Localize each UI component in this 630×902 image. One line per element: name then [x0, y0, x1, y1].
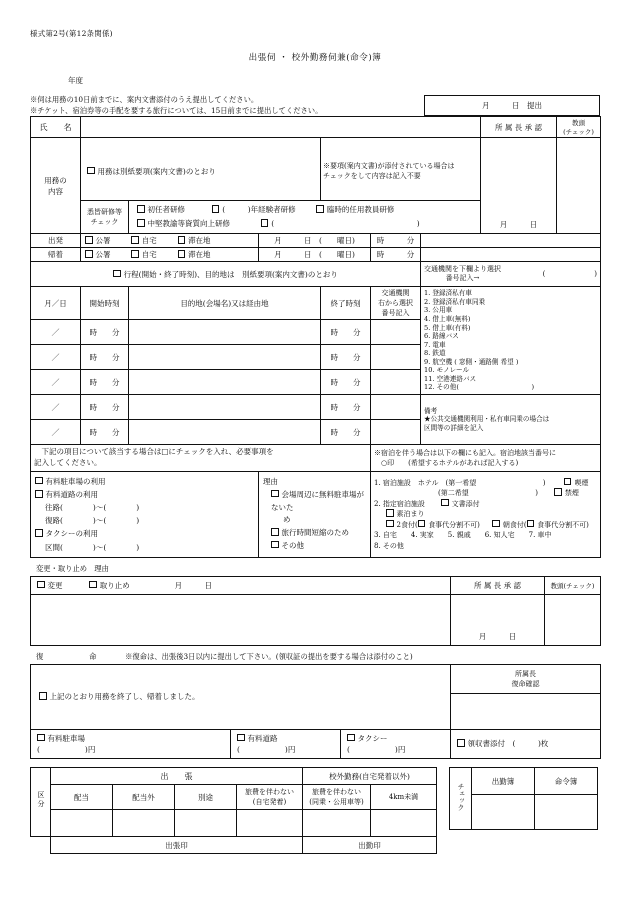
checkbox-training-years[interactable]: [212, 205, 220, 213]
reason-no-free-parking[interactable]: [263, 489, 366, 515]
check-table-value-row: [450, 795, 598, 830]
report-fee-taxi[interactable]: [341, 729, 451, 759]
checkitems-body-row: [31, 471, 601, 557]
checkbox-nonsmoking[interactable]: [554, 488, 562, 496]
route-return[interactable]: 復路( )〜( ): [45, 516, 140, 526]
duty-checkbox-cell[interactable]: [81, 138, 321, 201]
summary-col-5-l1: 旅費を伴わない: [312, 788, 361, 797]
training-options-line2: [137, 217, 478, 231]
summary-col-6: 4km未満: [371, 785, 437, 810]
transport-select-line2: 番号記入→: [445, 274, 480, 283]
fee-road-label: 有料道路: [247, 733, 278, 743]
itinerary-date-3[interactable]: ／: [31, 370, 81, 395]
checkbox-arrival-office[interactable]: [85, 250, 93, 258]
fee-parking-label: 有料駐車場: [47, 733, 85, 743]
arrival-time[interactable]: 時 分: [371, 248, 421, 262]
summary-col-1: 配当: [51, 785, 113, 810]
col-header-transport-l2: 右から選択: [378, 299, 413, 308]
checkitem-taxi[interactable]: [35, 527, 254, 540]
col-header-date: 月／日: [31, 287, 81, 320]
checkbox-report-complete[interactable]: [39, 692, 47, 700]
col-header-transport-l1: 交通機関: [381, 289, 410, 298]
report-caption-note: ※復命は、出張後3日以内に提出して下さい。(領収証の提出を要する場合は添付のこと): [125, 651, 413, 661]
submission-note-1: ※伺は用務の10日前までに、案内文書添付のうえ提出してください。: [30, 95, 259, 104]
lodging-smoking-label: 喫煙: [574, 478, 589, 487]
itinerary-transport-1[interactable]: [371, 320, 421, 345]
remarks-cell: [421, 395, 601, 445]
kyoutou-label: 教頭: [572, 119, 586, 128]
remarks-line-1: ★公共交通機関利用・私有車同乗の場合は: [424, 415, 550, 424]
lodging-note-1: ※宿泊を伴う場合は以下の欄にも記入。宿泊地該当番号に: [374, 448, 556, 457]
checkitems-intro-1: 下記の項目について該当する場合は□にチェックを入れ、必要事項を: [34, 447, 274, 457]
checkbox-paid-parking[interactable]: [35, 477, 43, 485]
remarks-line-2: 区間等の詳細を記入: [424, 423, 484, 432]
itinerary-transport-2[interactable]: [371, 345, 421, 370]
name-row: [31, 117, 601, 138]
arrival-row: [31, 248, 601, 262]
submit-date-box: 月 日 提出: [424, 95, 600, 116]
itinerary-start-4[interactable]: 時 分: [81, 395, 129, 420]
change-body-row: [31, 594, 601, 645]
remarks-title: 備考: [424, 406, 438, 415]
itinerary-start-1[interactable]: 時 分: [81, 320, 129, 345]
page-title: 出張伺 ・ 校外勤務伺兼(命令)簿: [248, 53, 382, 63]
itinerary-date-2[interactable]: ／: [31, 345, 81, 370]
route-outbound[interactable]: 往路( )〜( ): [45, 503, 140, 513]
itinerary-note-text: 行程(開始・終了時刻)、目的地は 別紙要項(案内文書)のとおり: [123, 269, 338, 279]
checkbox-departure-home[interactable]: [131, 236, 139, 244]
summary-col-4-l2: (自宅発着): [252, 798, 287, 807]
summary-col-5-l2: (同乗・公用車等): [309, 798, 364, 807]
checkbox-document-attached[interactable]: [441, 499, 449, 507]
training-item-4: ( ): [271, 219, 420, 229]
departure-label: 出発: [31, 234, 81, 248]
stamp-trip: 出張印: [51, 837, 303, 854]
report-caption: [36, 652, 600, 662]
transport-select-value[interactable]: ( ): [542, 270, 598, 279]
submission-note-2: ※チケット、宿泊券等の手配を要する旅行については、15日前までに提出してください。: [30, 105, 323, 115]
checkbox-smoking[interactable]: [564, 478, 572, 486]
checkitems-intro: [31, 445, 371, 472]
checkitems-reasons[interactable]: [259, 471, 371, 557]
change-header-row: [31, 576, 601, 594]
fee-taxi-label: タクシー: [357, 733, 388, 743]
reason-shorter-time[interactable]: [263, 527, 366, 540]
arrival-option-1: 自宅: [141, 250, 157, 260]
lodging-line-1[interactable]: [374, 478, 597, 489]
departure-time[interactable]: 時 分: [371, 234, 421, 248]
reason-text-3: その他: [281, 540, 304, 550]
lodging-line-7[interactable]: 8. その他: [374, 541, 404, 550]
change-kyoutou-label: 教頭(チェック): [545, 576, 601, 594]
training-label-l1: 悉皆研修等: [87, 208, 122, 217]
summary-value-2[interactable]: [113, 810, 175, 837]
itinerary-note-cell[interactable]: [31, 262, 421, 287]
change-chief-label: 所 属 長 承 認: [451, 576, 545, 594]
checkitems-left[interactable]: [31, 471, 259, 557]
training-item-2: 臨時的任用教員研修: [326, 205, 395, 215]
arrival-option-2: 滞在地: [188, 250, 211, 260]
transport-option-0: 1. 登録済私有車: [424, 289, 472, 298]
itinerary-dest-4[interactable]: [129, 395, 321, 420]
col-header-start: 開始時刻: [81, 287, 129, 320]
lodging-designated: 2. 指定宿泊施設: [374, 499, 439, 508]
report-chief-label-2: 復命確認: [511, 679, 540, 688]
transport-options-list: [421, 287, 601, 395]
summary-col-3: 別途: [175, 785, 237, 810]
name-value[interactable]: [81, 117, 481, 138]
lodging-breakfast-label: 朝食付(: [502, 520, 527, 529]
summary-value-4[interactable]: [237, 810, 303, 837]
lodging-line-5[interactable]: [374, 520, 597, 531]
checkbox-duty-attached[interactable]: [87, 167, 95, 175]
report-statement-row: [31, 664, 601, 693]
itinerary-date-5[interactable]: ／: [31, 420, 81, 445]
change-options[interactable]: [31, 576, 451, 594]
summary-values-row: [31, 810, 437, 837]
itinerary-transport-4[interactable]: [371, 395, 421, 420]
change-chief-date: 月 日: [478, 631, 517, 641]
summary-value-1[interactable]: [51, 810, 113, 837]
transport-option-2: 3. 公用車: [424, 306, 453, 315]
lodging-document-label: 文書添付: [451, 499, 480, 508]
checkitems-intro-2: 記入してください。: [34, 458, 102, 468]
report-chief-confirm-box[interactable]: [451, 693, 601, 729]
lodging-breakfast-nosplit-label: 食事代分割不可): [537, 520, 589, 529]
lodging-note-2: ○印 (希望するホテルがあれば記入する): [374, 459, 519, 468]
lodging-hotel-second: (第二希望: [438, 489, 469, 498]
training-item-1: ( )年経験者研修: [222, 205, 296, 215]
submission-notes: [30, 95, 322, 116]
departure-spare: [421, 234, 601, 248]
receipt-label: 領収書添付 ( )枚: [467, 739, 549, 749]
transport-select-cell[interactable]: [421, 262, 601, 287]
transport-option-8: 9. 航空機 ( 窓側・通路側 希望 ): [424, 357, 519, 366]
itinerary-dest-3[interactable]: [129, 370, 321, 395]
summary-stamps-row: [31, 837, 437, 854]
report-fee-parking[interactable]: [31, 729, 231, 759]
reason-label: 理由: [263, 477, 278, 487]
checkitem-label-taxi: タクシーの利用: [45, 529, 98, 539]
training-label: [81, 201, 129, 234]
checkitem-label-1: 有料道路の利用: [45, 490, 98, 500]
checkbox-fee-parking[interactable]: [37, 734, 45, 742]
fee-parking-amount[interactable]: ( )円: [37, 744, 96, 754]
kyoutou-sublabel: (チェック): [563, 128, 594, 137]
report-chief-label: [451, 664, 601, 693]
checkbox-breakfast[interactable]: [492, 520, 500, 528]
change-option-1: 変更: [47, 580, 63, 590]
lodging-line-6[interactable]: 3. 自宅 4. 実家 5. 親戚 6. 知人宅 7. 車中: [374, 531, 552, 540]
summary-group-row: [31, 768, 437, 785]
itinerary-end-4[interactable]: 時 分: [321, 395, 371, 420]
change-chief-approval[interactable]: [451, 594, 545, 645]
itinerary-note-row: [31, 262, 601, 287]
lodging-hotel-second-close: ): [535, 489, 538, 498]
checkbox-reason-shorter-time[interactable]: [271, 528, 279, 536]
duty-side-note-2: チェックをして内容は記入不要: [323, 172, 421, 181]
transport-select-line1: 交通機関を下欄より選択: [424, 264, 501, 273]
lodging-line-4[interactable]: [374, 509, 597, 520]
change-caption: 変更・取り止め 理由: [36, 563, 109, 573]
chief-approval-label: 所 属 長 承 認: [481, 117, 557, 138]
itinerary-end-2[interactable]: 時 分: [321, 345, 371, 370]
taxi-section[interactable]: 区間( )〜( ): [45, 542, 140, 552]
reason-text-0: 会場周辺に無料駐車場がないた: [271, 489, 364, 512]
lodging-note: [371, 445, 601, 472]
lodging-two-meals-nosplit-label: 食事代分割不可): [428, 520, 480, 529]
itinerary-end-5[interactable]: 時 分: [321, 420, 371, 445]
duty-label: [31, 138, 81, 234]
duty-side-note: [321, 138, 481, 201]
lodging-line-3[interactable]: [374, 499, 597, 510]
checkbox-training-shoninsha[interactable]: [137, 205, 145, 213]
checkitems-intro-row: [31, 445, 601, 472]
report-caption-label: 復 命: [36, 651, 103, 661]
lodging-room-only-label: 素泊まり: [396, 510, 425, 519]
summary-kubun-label: [31, 768, 51, 837]
lodging-line-2[interactable]: [374, 488, 597, 499]
checkbox-breakfast-nosplit[interactable]: [527, 520, 535, 528]
change-reason-field[interactable]: [31, 594, 451, 645]
change-option-2: 取り止め: [99, 580, 130, 590]
arrival-place-options[interactable]: [81, 248, 259, 262]
summary-value-3[interactable]: [175, 810, 237, 837]
checkitem-label-0: 有料駐車場の利用: [45, 476, 106, 486]
checkbox-cancel[interactable]: [89, 581, 97, 589]
col-header-destination: 目的地(会場名)又は経由地: [129, 287, 321, 320]
summary-col-4-l1: 旅費を伴わない: [245, 788, 294, 797]
arrival-spare: [421, 248, 601, 262]
checkbox-arrival-home[interactable]: [131, 250, 139, 258]
check-table-label: [450, 768, 472, 830]
checkbox-two-meals-nosplit[interactable]: [418, 520, 426, 528]
check-table-header-row: [450, 768, 598, 795]
check-table: [449, 767, 598, 830]
duty-checkbox-text: 用務は別紙要項(案内文書)のとおり: [97, 166, 216, 176]
report-table: [30, 664, 601, 760]
itinerary-dest-2[interactable]: [129, 345, 321, 370]
arrival-option-0: 公署: [95, 250, 111, 260]
transport-option-1: 2. 登録済私有車同乗: [424, 297, 486, 306]
transport-option-3: 4. 借上車(無料): [424, 314, 471, 323]
itinerary-dest-1[interactable]: [129, 320, 321, 345]
training-options[interactable]: [129, 201, 481, 234]
itinerary-transport-3[interactable]: [371, 370, 421, 395]
lodging-hotel-first: 1. 宿泊施設 ホテル (第一希望: [374, 478, 477, 487]
main-form-table: [30, 116, 601, 558]
checkbox-arrival-stay[interactable]: [178, 250, 186, 258]
transport-option-10: 11. 空港連絡バス: [424, 374, 477, 383]
lodging-two-meals-label: 2食付(: [396, 520, 418, 529]
training-label-l2: チェック: [90, 218, 119, 227]
checkbox-training-other[interactable]: [261, 219, 269, 227]
duty-label-l2: 内容: [48, 186, 63, 196]
transport-option-11: 12. その他( ): [424, 383, 535, 392]
itinerary-start-5[interactable]: 時 分: [81, 420, 129, 445]
checkbox-reason-other[interactable]: [271, 541, 279, 549]
departure-place-options[interactable]: [81, 234, 259, 248]
summary-col-2: 配当外: [113, 785, 175, 810]
report-statement-cell[interactable]: [31, 664, 451, 729]
summary-value-5[interactable]: [303, 810, 371, 837]
training-options-line1: [137, 203, 478, 217]
check-table-label-text: チェック: [457, 782, 466, 811]
transport-option-9: 10. モノレール: [424, 366, 470, 375]
chief-approval-date: 月 日: [499, 220, 538, 230]
departure-option-2: 滞在地: [188, 236, 211, 246]
itinerary-start-2[interactable]: 時 分: [81, 345, 129, 370]
change-table: [30, 576, 601, 646]
checkbox-change[interactable]: [37, 581, 45, 589]
transport-option-6: 7. 電車: [424, 340, 446, 349]
fee-road-amount[interactable]: ( )円: [237, 744, 296, 754]
checkbox-two-meals[interactable]: [386, 520, 394, 528]
arrival-label: 帰着: [31, 248, 81, 262]
itinerary-header-row: [31, 287, 601, 320]
transport-option-5: 6. 路線バス: [424, 332, 459, 341]
fiscal-year-label: 年度: [68, 76, 83, 85]
reason-other[interactable]: [263, 540, 366, 553]
stamp-work: 出勤印: [303, 837, 437, 854]
summary-col-5: [303, 785, 371, 810]
checkbox-itinerary-attached[interactable]: [113, 270, 121, 278]
checkbox-departure-office[interactable]: [85, 236, 93, 244]
check-table-col-1: 出勤簿: [472, 768, 535, 795]
checkbox-toll-road[interactable]: [35, 490, 43, 498]
report-fees-row: [31, 729, 601, 759]
checkbox-room-only[interactable]: [386, 509, 394, 517]
itinerary-date-1[interactable]: ／: [31, 320, 81, 345]
departure-date[interactable]: 月 日 ( 曜日): [259, 234, 371, 248]
reason-text-2: 旅行時間短縮のため: [281, 528, 349, 538]
duty-label-l1: 用務の: [44, 175, 67, 185]
check-table-col-2: 命令簿: [535, 768, 598, 795]
checkbox-fee-road[interactable]: [237, 734, 245, 742]
chief-approval-box[interactable]: [481, 138, 557, 234]
summary-kubun-text: 区分: [37, 791, 45, 810]
summary-value-6[interactable]: [371, 810, 437, 837]
summary-col-4: [237, 785, 303, 810]
summary-table: [30, 767, 437, 854]
departure-row: [31, 234, 601, 248]
change-date[interactable]: 月 日: [174, 580, 213, 590]
training-item-3: 中堅教諭等資質向上研修: [147, 219, 230, 229]
col-header-transport: [371, 287, 421, 320]
checkbox-training-rinji[interactable]: [316, 205, 324, 213]
transport-option-4: 5. 借上車(有料): [424, 323, 471, 332]
itinerary-date-4[interactable]: ／: [31, 395, 81, 420]
col-header-transport-l3: 番号記入: [381, 309, 410, 318]
duty-content-row: [31, 138, 601, 201]
departure-option-1: 自宅: [141, 236, 157, 246]
checkbox-taxi[interactable]: [35, 529, 43, 537]
itinerary-transport-5[interactable]: [371, 420, 421, 445]
checkbox-training-chuken[interactable]: [137, 219, 145, 227]
itinerary-end-1[interactable]: 時 分: [321, 320, 371, 345]
checkbox-fee-taxi[interactable]: [347, 734, 355, 742]
change-kyoutou-check[interactable]: [545, 594, 601, 645]
transport-option-7: 8. 鉄道: [424, 349, 446, 358]
itinerary-end-3[interactable]: 時 分: [321, 370, 371, 395]
kyoutou-check-box[interactable]: [557, 138, 601, 234]
report-receipt[interactable]: [451, 729, 601, 759]
report-fee-road[interactable]: [231, 729, 341, 759]
arrival-date[interactable]: 月 日 ( 曜日): [259, 248, 371, 262]
name-label: 氏 名: [31, 117, 81, 138]
checkbox-reason-no-free-parking[interactable]: [271, 490, 279, 498]
report-chief-label-1: 所属長: [515, 669, 537, 678]
itinerary-dest-5[interactable]: [129, 420, 321, 445]
departure-option-0: 公署: [95, 236, 111, 246]
duty-side-note-1: ※要項(案内文書)が添付されている場合は: [323, 161, 455, 170]
report-statement-text: 上記のとおり用務を終了し、帰着しました。: [49, 692, 200, 702]
itinerary-start-3[interactable]: 時 分: [81, 370, 129, 395]
lodging-nonsmoking-label: 禁煙: [564, 489, 579, 498]
check-table-value-2[interactable]: [535, 795, 598, 830]
summary-columns-row: [31, 785, 437, 810]
checkbox-departure-stay[interactable]: [178, 236, 186, 244]
col-header-end: 終了時刻: [321, 287, 371, 320]
summary-group-outside: 校外勤務(自宅発着以外): [303, 768, 437, 785]
lodging-body[interactable]: [371, 471, 601, 557]
reason-text-continued: め: [283, 515, 291, 525]
form-number: 様式第2号(第12条関係): [30, 29, 113, 38]
checkitem-toll-road[interactable]: [35, 488, 254, 501]
checkitem-paid-parking[interactable]: [35, 475, 254, 488]
check-table-value-1[interactable]: [472, 795, 535, 830]
summary-group-trip: 出 張: [51, 768, 303, 785]
training-item-0: 初任者研修: [147, 205, 185, 215]
itinerary-row: [31, 395, 601, 420]
fee-taxi-amount[interactable]: ( )円: [347, 744, 406, 754]
kyoutou-check-header: [557, 117, 601, 138]
checkbox-receipt-attached[interactable]: [457, 739, 465, 747]
lodging-hotel-first-close: ): [542, 478, 546, 487]
